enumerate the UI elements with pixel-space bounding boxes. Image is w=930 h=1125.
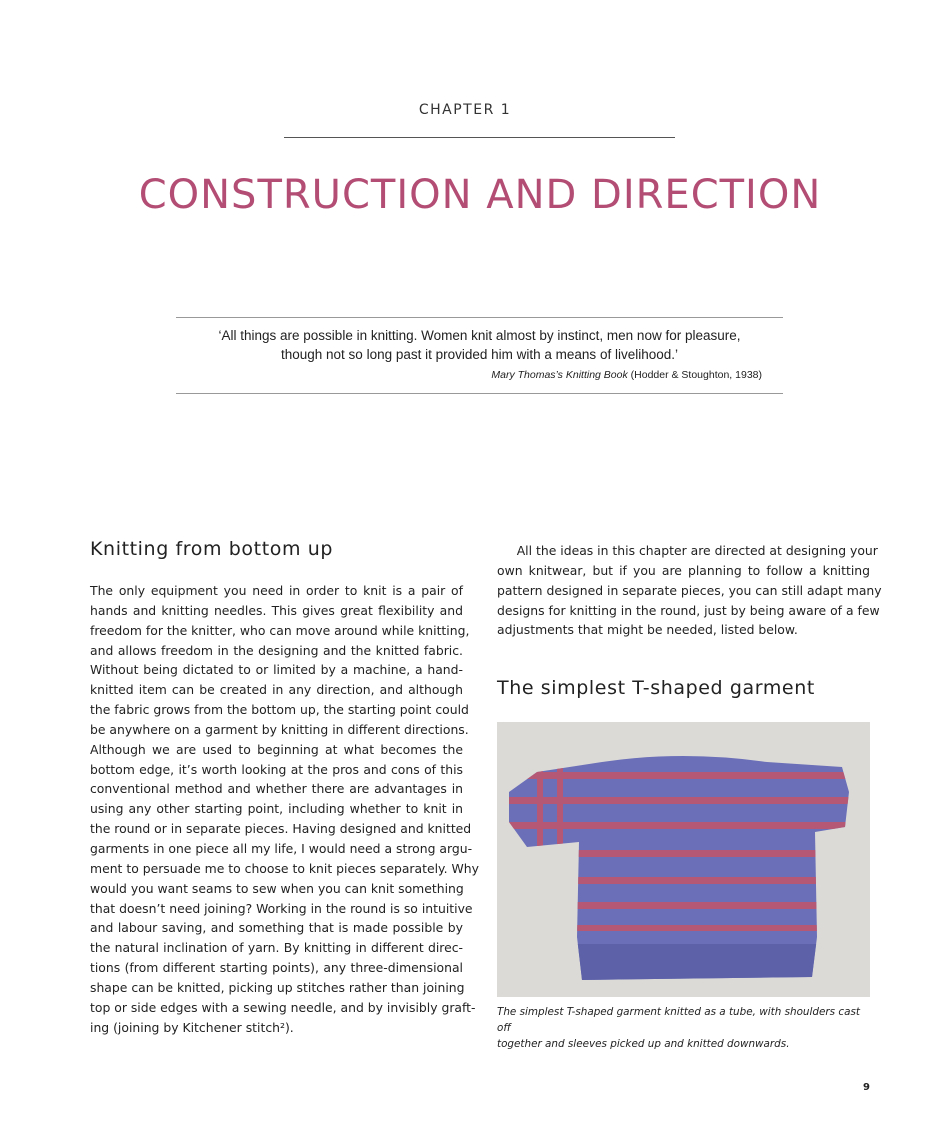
text-line: using any other starting point, including whether to knit in (90, 801, 463, 817)
text-line: be anywhere on a garment by knitting in different directions. (90, 721, 469, 737)
quote-line: ‘All things are possible in knitting. Women knit almost by instinct, men now for pleasure, (218, 328, 741, 343)
text-line: The only equipment you need in order to knit is a pair of (90, 583, 463, 598)
text-line: pattern designed in separate pieces, you can still adapt many (497, 582, 882, 598)
text-line: would you want seams to sew when you can knit something (90, 880, 464, 896)
text-line: adjustments that might be needed, listed below. (497, 622, 798, 638)
text-line: knitted item can be created in any direction, and although (90, 682, 463, 698)
text-line: own knitwear, but if you are planning to follow a knitting (497, 562, 870, 578)
quote-rule-bottom (176, 393, 783, 394)
text-line: designs for knitting in the round, just by being aware of a few (497, 602, 880, 618)
quote-rule-top (176, 317, 783, 318)
text-line: bottom edge, it’s worth looking at the pros and cons of this (90, 761, 463, 777)
source-title: Mary Thomas’s Knitting Book (491, 369, 628, 381)
caption-line: The simplest T-shaped garment knitted as a tube, with shoulders cast off (497, 1006, 860, 1034)
photo-caption (497, 1004, 870, 1052)
text-line: the natural inclination of yarn. By knitting in different direc- (90, 940, 463, 956)
text-line: Although we are used to beginning at what becomes the (90, 741, 463, 757)
body-text-right (497, 541, 882, 640)
text-line: tions (from different starting points), any three-dimensional (90, 960, 463, 976)
text-line: ing (joining by Kitchener stitch²). (90, 1019, 294, 1035)
text-line: and labour saving, and something that is made possible by (90, 920, 463, 936)
page-number: 9 (863, 1082, 870, 1093)
section-heading: Knitting from bottom up (90, 538, 334, 560)
text-line: the round or in separate pieces. Having designed and knitted (90, 821, 472, 837)
epigraph-quote (176, 326, 783, 364)
sweater-photo (497, 722, 870, 997)
chapter-rule (284, 137, 675, 138)
source-details: (Hodder & Stoughton, 1938) (627, 369, 762, 381)
text-line: top or side edges with a sewing needle, and by invisibly graft- (90, 999, 476, 1015)
text-line: freedom for the knitter, who can move around while knitting, (90, 622, 470, 638)
text-line: and allows freedom in the designing and the knitted fabric. (90, 642, 463, 658)
chapter-title: CONSTRUCTION AND DIRECTION (138, 172, 822, 218)
text-line: the fabric grows from the bottom up, the starting point could (90, 702, 469, 718)
section-heading: The simplest T-shaped garment (497, 677, 815, 699)
quote-line: though not so long past it provided him with a means of livelihood.’ (281, 347, 678, 362)
text-line: ment to persuade me to choose to knit pieces separately. Why (90, 860, 479, 876)
text-line: shape can be knitted, picking up stitches rather than joining (90, 979, 465, 995)
caption-line: together and sleeves picked up and knitted downwards. (497, 1038, 790, 1050)
text-line: garments in one piece all my life, I would need a strong argu- (90, 840, 473, 856)
chapter-label: CHAPTER 1 (418, 102, 512, 118)
text-line: that doesn’t need joining? Working in the round is so intuitive (90, 900, 473, 916)
text-line: hands and knitting needles. This gives great flexibility and (90, 602, 463, 618)
quote-source (176, 369, 762, 381)
body-text-left (90, 581, 479, 1037)
text-line: conventional method and whether there are advantages in (90, 781, 463, 797)
text-line: All the ideas in this chapter are directed at designing your (497, 543, 878, 558)
text-line: Without being dictated to or limited by a machine, a hand- (90, 662, 463, 678)
